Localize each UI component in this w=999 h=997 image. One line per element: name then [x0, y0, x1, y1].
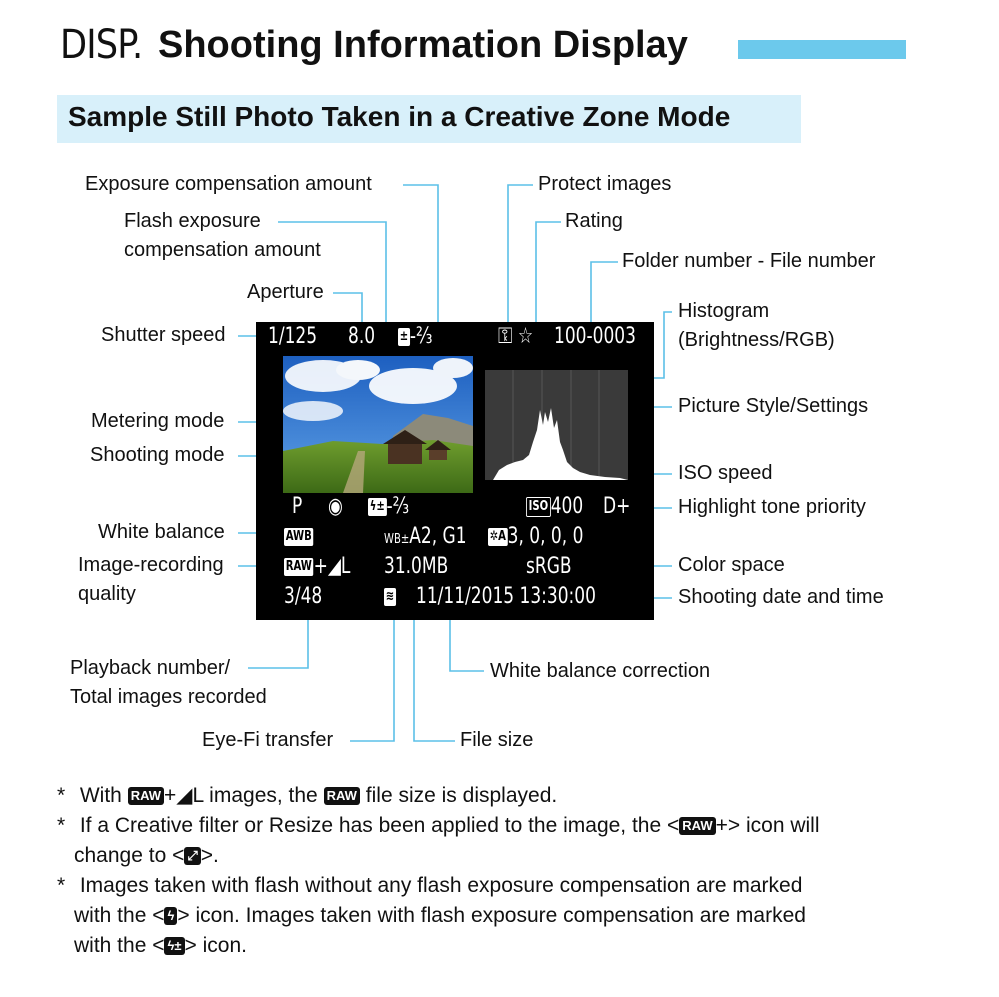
key-icon: ⚿	[498, 324, 513, 349]
screen-folder-file: 100-0003	[554, 324, 636, 349]
label-histogram-line2: (Brightness/RGB)	[678, 329, 835, 351]
screen-quality: RAW+◢L	[285, 554, 351, 579]
raw-icon: RAW	[128, 787, 164, 805]
label-eye-fi: Eye-Fi transfer	[202, 729, 334, 751]
screen-file-size: 31.0MB	[384, 554, 449, 579]
iso-badge: ISO	[526, 497, 551, 517]
raw-badge: RAW	[285, 559, 312, 574]
screen-protect-rating	[498, 324, 533, 349]
section-title: Sample Still Photo Taken in a Creative Zone Mode	[68, 101, 731, 132]
label-shooting-mode: Shooting mode	[90, 444, 225, 466]
rating-icon: ☆	[517, 324, 534, 349]
label-date-time: Shooting date and time	[678, 586, 884, 608]
leader-playback	[248, 612, 308, 668]
eye-fi-icon: ≋	[385, 589, 395, 604]
label-protect: Protect images	[538, 173, 672, 195]
leader-eye-fi	[350, 612, 394, 741]
title-accent-bar	[738, 40, 906, 59]
footnote-3: * Images taken with flash without any flash exposure compensation are marked with the < ϟ > icon. Images taken with flash exposure compensation are marked with the < ϟ± > icon.	[57, 874, 806, 957]
metering-icon: ◉	[328, 494, 343, 519]
wb-correction-icon: WB±	[384, 532, 410, 547]
leader-folder-file	[591, 262, 618, 322]
screen-highlight-tone: D+	[603, 494, 631, 519]
screen-iso: ISO 400	[526, 494, 583, 519]
footnote-1: * With RAW +◢L images, the RAW file size is displayed.	[57, 784, 558, 807]
screen-picture-style: ✲A3, 0, 0, 0	[489, 524, 584, 549]
label-image-quality-line2: quality	[78, 583, 136, 605]
screen-shutter: 1/125	[268, 324, 318, 349]
label-image-quality-line1: Image-recording	[78, 554, 224, 576]
flash-comp-icon: ϟ±	[164, 937, 184, 955]
label-histogram-line1: Histogram	[678, 300, 770, 322]
picture-style-icon: ✲A	[489, 529, 506, 544]
raw-icon: RAW	[679, 817, 715, 835]
leader-exposure-comp	[403, 185, 438, 322]
label-flash-comp-line2: compensation amount	[124, 239, 321, 261]
flash-comp-icon: ϟ±	[369, 499, 385, 514]
leader-rating	[536, 222, 561, 322]
label-color-space: Color space	[678, 554, 785, 576]
histogram	[485, 370, 628, 480]
screen-playback: 3/48	[284, 584, 323, 609]
resize-icon: ⤢	[184, 847, 200, 865]
screen-color-space: sRGB	[526, 554, 572, 579]
thumbnail-photo	[283, 356, 473, 493]
screen-flash-comp: ϟ±-⅔	[369, 494, 410, 519]
label-rating: Rating	[565, 210, 623, 232]
leader-aperture	[333, 293, 362, 322]
wb-badge: AWB	[285, 529, 312, 544]
label-playback-line2: Total images recorded	[70, 686, 267, 708]
screen-exp-comp: ±-⅔	[399, 324, 433, 349]
flash-icon: ϟ	[164, 907, 177, 925]
label-exposure-comp: Exposure compensation amount	[85, 173, 372, 195]
page-title: Shooting Information Display	[158, 24, 688, 66]
label-folder-file: Folder number - File number	[622, 250, 876, 272]
screen-aperture: 8.0	[348, 324, 376, 349]
screen-shooting-mode: P	[292, 494, 303, 519]
screen-wb-correction: WB±A2, G1	[384, 524, 467, 549]
footnote-2: * If a Creative filter or Resize has been applied to the image, the < RAW +> icon will change to < ⤢ >.	[57, 814, 820, 867]
raw-icon: RAW	[324, 787, 360, 805]
label-metering-mode: Metering mode	[91, 410, 225, 432]
label-file-size: File size	[460, 729, 534, 751]
label-iso: ISO speed	[678, 462, 773, 484]
camera-lcd-screen	[256, 322, 654, 620]
screen-wb	[284, 524, 313, 549]
label-wb-correction: White balance correction	[490, 660, 711, 682]
label-flash-comp-line1: Flash exposure	[124, 210, 261, 232]
label-playback-line1: Playback number/	[70, 657, 231, 679]
label-shutter-speed: Shutter speed	[101, 324, 226, 346]
label-aperture: Aperture	[247, 281, 324, 303]
disp-logo: DISP.	[60, 22, 143, 68]
label-picture-style: Picture Style/Settings	[678, 395, 869, 417]
label-white-balance: White balance	[98, 521, 225, 543]
exposure-comp-icon: ±	[399, 329, 409, 344]
screen-datetime: 11/11/2015 13:30:00	[416, 584, 596, 609]
label-highlight-tone: Highlight tone priority	[678, 496, 866, 518]
leader-protect	[508, 185, 533, 322]
